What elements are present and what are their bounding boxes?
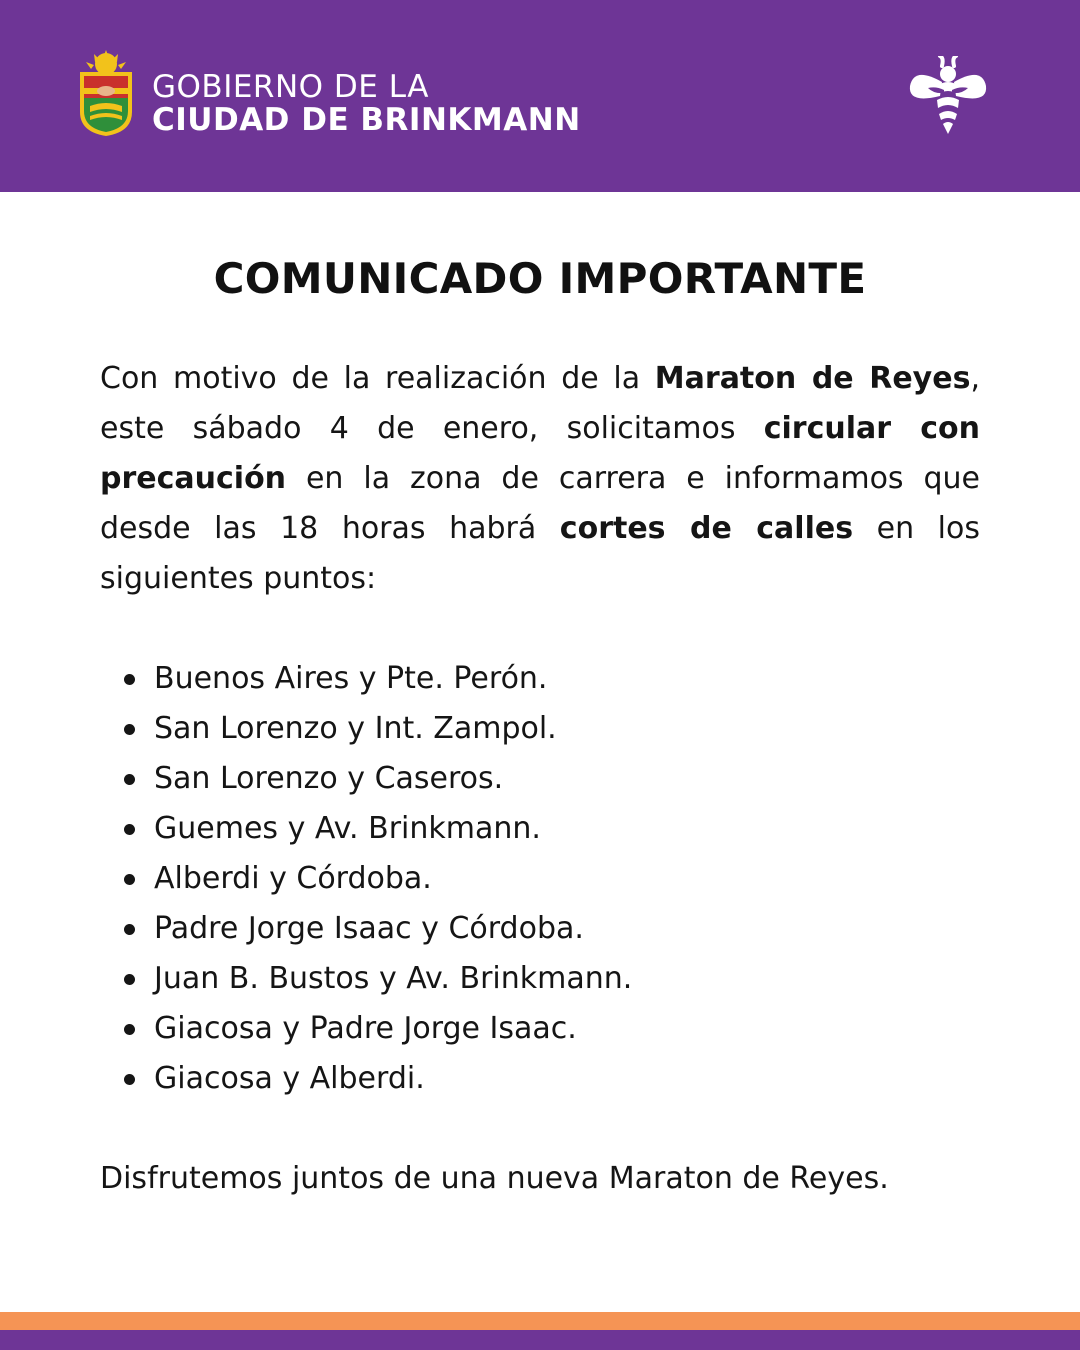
intro-bold-caution: circular con precaución (100, 411, 980, 496)
closing-text: Disfrutemos juntos de una nueva Maraton de Reyes. (100, 1161, 889, 1196)
list-item-text: Giacosa y Padre Jorge Isaac. (154, 1011, 577, 1046)
city-coat-of-arms-icon (76, 50, 136, 138)
bullet-icon (124, 874, 135, 885)
list-item (100, 954, 980, 1004)
list-item (100, 704, 980, 754)
bullet-icon (124, 1024, 135, 1035)
intro-bold-closures: cortes de calles (559, 511, 854, 546)
bullet-icon (124, 1074, 135, 1085)
brand-line-1: GOBIERNO DE LA (152, 69, 429, 105)
brand-wordmark (152, 69, 581, 138)
footer-stripe-purple (0, 1330, 1080, 1350)
bullet-icon (124, 774, 135, 785)
bullet-icon (124, 924, 135, 935)
bullet-icon (124, 674, 135, 685)
intro-text-1: Con motivo de la realización de la (100, 361, 655, 396)
page-title: COMUNICADO IMPORTANTE (213, 254, 867, 303)
list-item-text: Padre Jorge Isaac y Córdoba. (154, 911, 584, 946)
list-item (100, 804, 980, 854)
brand-line-2: CIUDAD DE BRINKMANN (152, 102, 581, 138)
footer-stripe-orange (0, 1312, 1080, 1330)
list-item (100, 904, 980, 954)
list-item (100, 1004, 980, 1054)
intro-text-4: en los siguientes puntos: (100, 511, 980, 596)
list-item-text: Giacosa y Alberdi. (154, 1061, 425, 1096)
intro-text-3: en la zona de carrera e informamos que desde las 18 horas habrá (100, 461, 980, 546)
bullet-icon (124, 724, 135, 735)
bee-icon (906, 56, 990, 136)
list-item-text: San Lorenzo y Caseros. (154, 761, 504, 796)
intro-paragraph (100, 354, 980, 604)
list-item (100, 1054, 980, 1104)
intro-bold-event: Maraton de Reyes (654, 361, 971, 396)
list-item-text: San Lorenzo y Int. Zampol. (154, 711, 557, 746)
bullet-icon (124, 824, 135, 835)
list-item-text: Guemes y Av. Brinkmann. (154, 811, 541, 846)
list-item-text: Buenos Aires y Pte. Perón. (154, 661, 548, 696)
bullet-icon (124, 974, 135, 985)
list-item-text: Alberdi y Córdoba. (154, 861, 432, 896)
list-item (100, 854, 980, 904)
intro-text-2: , este sábado 4 de enero, solicitamos (100, 361, 980, 446)
closure-points-list (100, 654, 980, 1104)
header-banner (0, 0, 1080, 192)
list-item-text: Juan B. Bustos y Av. Brinkmann. (154, 961, 633, 996)
list-item (100, 754, 980, 804)
list-item (100, 654, 980, 704)
